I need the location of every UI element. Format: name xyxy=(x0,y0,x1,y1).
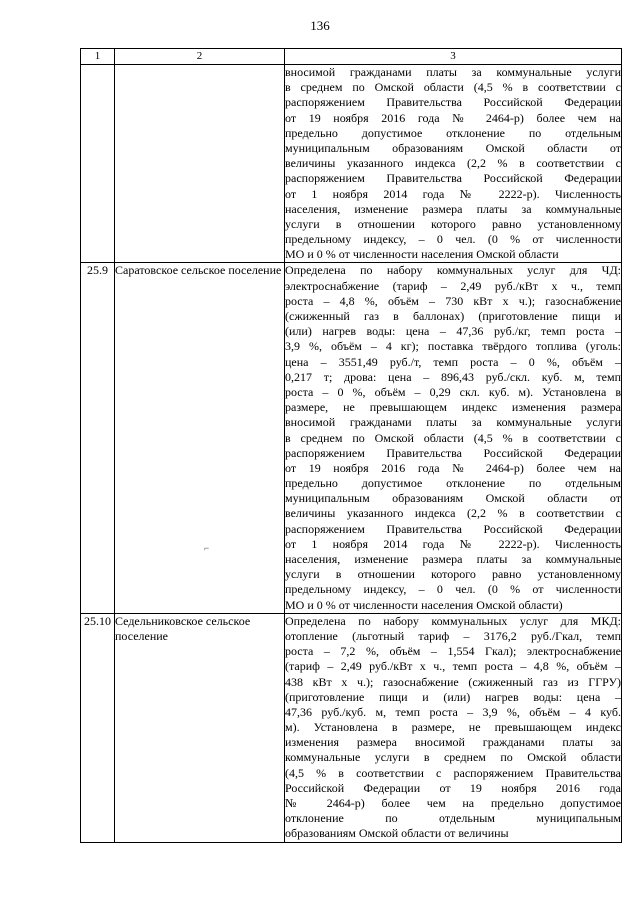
empty-number-cell xyxy=(81,65,115,263)
settlement-name: Седельниковское сельское поселение xyxy=(115,613,285,842)
text-line: 47,36 руб./куб. м, темп роста – 3,9 %, объём – 4 куб. xyxy=(285,704,621,719)
text-line: роста – 7,2 %, объём – 1,554 Гкал); электроснабжение xyxy=(285,644,621,659)
text-line: населения, изменение размера платы за коммунальные xyxy=(285,201,621,216)
text-line: Определена по набору коммунальных услуг для МКД: xyxy=(285,613,621,628)
table-row xyxy=(81,263,622,613)
text-line: изменения размера вносимой гражданами платы за xyxy=(285,735,621,750)
column-header-name: 2 xyxy=(115,49,285,65)
description-text xyxy=(285,614,621,842)
text-line: роста – 0 %, объём – 0,29 скл. куб. м). Установлена в xyxy=(285,384,621,399)
description-cell xyxy=(285,263,622,613)
text-line: (сжиженный газ в баллонах) (приготовление пищи и xyxy=(285,309,621,323)
column-header-description: 3 xyxy=(285,49,622,65)
text-line: размере, не превышающем индекс изменения размера xyxy=(285,400,621,415)
empty-name-cell xyxy=(115,65,285,263)
text-line: отклонение по отдельным муниципальным xyxy=(285,811,621,826)
text-line: величины указанного индекса (2,2 % в соответствии с xyxy=(285,506,621,521)
text-line: предельно допустимое отклонение по отдельным xyxy=(285,125,621,140)
table-row-continuation xyxy=(81,65,622,263)
text-line: (тариф – 2,49 руб./кВт х ч., темп роста – 4,8 %, объём – xyxy=(285,659,621,674)
text-line: 3,9 %, объём – 4 кг); поставка твёрдого топлива (уголь: xyxy=(285,339,621,354)
text-line: предельно допустимое отклонение по отдельным xyxy=(285,476,621,491)
text-line: распоряжением Правительства Российской Федерации xyxy=(285,95,621,110)
text-line: образованиям Омской области от величины xyxy=(285,826,509,841)
text-line: в среднем по Омской области (4,5 % в соответствии с xyxy=(285,80,621,95)
row-number: 25.10 xyxy=(81,613,115,842)
text-line: цена – 3551,49 руб./т, темп роста – 0 %, объём – xyxy=(285,354,621,369)
text-line: муниципальным образованиям Омской области от xyxy=(285,491,621,506)
text-line: № 2464-р) более чем на предельно допустимое xyxy=(285,796,621,810)
text-line: 438 кВт х ч.); газоснабжение (сжиженный газ из ГГРУ) xyxy=(285,674,621,689)
text-line: в среднем по Омской области (4,5 % в соответствии с xyxy=(285,430,621,445)
text-line: величины указанного индекса (2,2 % в соответствии с xyxy=(285,156,621,171)
description-cell xyxy=(285,613,622,842)
continuation-text-cell xyxy=(285,65,622,263)
text-line: вносимой гражданами платы за коммунальные услуги xyxy=(285,415,621,430)
document-table xyxy=(80,48,622,843)
text-line: МО и 0 % от численности населения Омской области xyxy=(285,247,559,262)
text-line: от 19 ноября 2016 года № 2464-р) более чем на xyxy=(285,460,621,475)
text-line: предельному индексу, – 0 чел. (0 % от численности xyxy=(285,582,621,597)
page-number: 136 xyxy=(310,18,330,33)
text-line: МО и 0 % от численности населения Омской области) xyxy=(285,597,563,612)
text-line: от 1 ноября 2014 года № 2222-р). Численность xyxy=(285,186,621,201)
text-line: Российской Федерации от 19 ноября 2016 года xyxy=(285,780,621,795)
column-header-number: 1 xyxy=(81,49,115,65)
text-line: распоряжением Правительства Российской Федерации xyxy=(285,445,621,460)
text-line: от 19 ноября 2016 года № 2464-р) более чем на xyxy=(285,110,621,125)
text-line: м). Установлена в размере, не превышающем индекс xyxy=(285,720,621,735)
text-line: услуги в отношении которого равно установленному xyxy=(285,216,621,231)
text-line: (или) нагрев воды: цена – 47,36 руб./кг, темп роста – xyxy=(285,324,621,339)
text-line: услуги в отношении которого равно установленному xyxy=(285,567,621,582)
table-header-row xyxy=(81,49,622,65)
text-line: коммунальные услуги в среднем по Омской области xyxy=(285,750,621,765)
text-line: от 1 ноября 2014 года № 2222-р). Численность xyxy=(285,536,621,551)
text-line: населения, изменение размера платы за коммунальные xyxy=(285,552,621,566)
text-line: (4,5 % в соответствии с распоряжением Правительства xyxy=(285,765,621,780)
text-line: вносимой гражданами платы за коммунальные услуги xyxy=(285,65,621,79)
continuation-text xyxy=(285,65,621,262)
text-line: распоряжением Правительства Российской Федерации xyxy=(285,521,621,536)
text-line: роста – 4,8 %, объём – 730 кВт х ч.); газоснабжение xyxy=(285,293,621,308)
settlement-name: Саратовское сельское поселение xyxy=(115,263,285,613)
description-text xyxy=(285,263,621,612)
text-line: (приготовление пищи и (или) нагрев воды: цена – xyxy=(285,689,621,704)
row-number: 25.9 xyxy=(81,263,115,613)
text-line: отопление (льготный тариф – 3176,2 руб./Гкал, темп xyxy=(285,628,621,643)
text-line: распоряжением Правительства Российской Федерации xyxy=(285,171,621,186)
text-line: предельному индексу, – 0 чел. (0 % от численности xyxy=(285,232,621,247)
table-row xyxy=(81,613,622,842)
text-line: электроснабжение (тариф – 2,49 руб./кВт х ч., темп xyxy=(285,278,621,293)
scan-mark: ⌐ xyxy=(204,543,210,553)
text-line: 0,217 т; дрова: цена – 896,43 руб./скл. куб. м, темп xyxy=(285,369,621,384)
text-line: Определена по набору коммунальных услуг для ЧД: xyxy=(285,263,621,278)
text-line: муниципальным образованиям Омской области от xyxy=(285,140,621,155)
